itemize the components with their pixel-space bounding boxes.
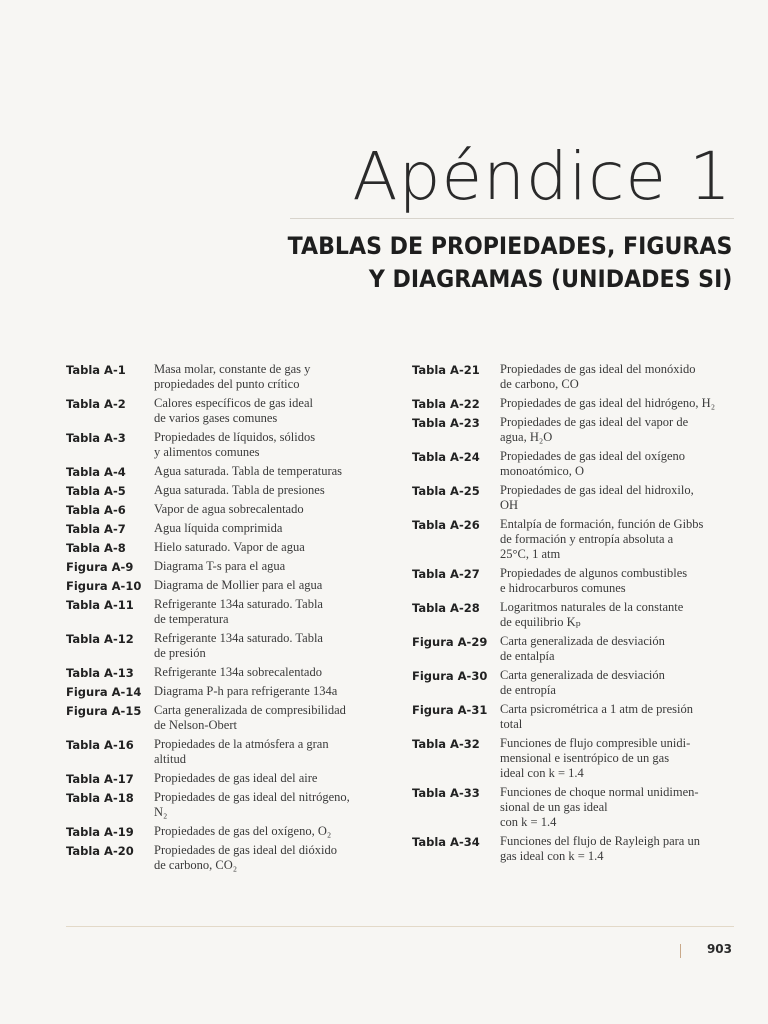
- entry-description-line: con k = 1.4: [500, 815, 557, 829]
- entry-description-line: Funciones de flujo compresible unidi-: [500, 736, 691, 750]
- entry-label: Figura A-10: [66, 579, 142, 593]
- contents-entry: [66, 684, 376, 699]
- entry-label: Tabla A-11: [66, 598, 134, 612]
- entry-description-line: Carta psicrométrica a 1 atm de presión: [500, 702, 693, 716]
- entry-description-line: 25°C, 1 atm: [500, 547, 561, 561]
- entry-label: Tabla A-17: [66, 772, 134, 786]
- entry-description: [500, 736, 737, 781]
- entry-description-line: altitud: [154, 752, 186, 766]
- entry-description: [154, 464, 376, 479]
- entry-description: [154, 843, 376, 873]
- contents-entry: [66, 362, 376, 392]
- entry-description: [500, 785, 737, 830]
- entry-label: Tabla A-1: [66, 363, 126, 377]
- entry-description: [154, 665, 376, 680]
- entry-description-line: Propiedades de la atmósfera a gran: [154, 737, 329, 751]
- contents-entry: [412, 702, 737, 732]
- entry-description-line: Agua saturada. Tabla de presiones: [154, 483, 325, 497]
- entry-description-line: sional de un gas ideal: [500, 800, 608, 814]
- entry-description-line: Hielo saturado. Vapor de agua: [154, 540, 305, 554]
- entry-description-line: gas ideal con k = 1.4: [500, 849, 604, 863]
- entry-description-line: Propiedades de gas ideal del vapor de: [500, 415, 689, 429]
- entry-label: Tabla A-18: [66, 791, 134, 805]
- entry-description-line: Funciones de choque normal unidimen-: [500, 785, 699, 799]
- entry-label: Tabla A-4: [66, 465, 126, 479]
- entry-description: [500, 517, 737, 562]
- entry-description-line: Refrigerante 134a saturado. Tabla: [154, 631, 323, 645]
- entry-description-line: Vapor de agua sobrecalentado: [154, 502, 304, 516]
- entry-label: Figura A-29: [412, 635, 488, 649]
- contents-entry: [412, 449, 737, 479]
- contents-entry: [412, 415, 737, 445]
- contents-entry: [66, 790, 376, 820]
- left-contents-column: [66, 362, 376, 877]
- entry-description-line: total: [500, 717, 523, 731]
- entry-description-line: Propiedades de gas ideal del dióxido: [154, 843, 337, 857]
- entry-description-line: y alimentos comunes: [154, 445, 260, 459]
- contents-entry: [412, 834, 737, 864]
- entry-description: [154, 540, 376, 555]
- entry-label: Figura A-9: [66, 560, 134, 574]
- entry-description-line: mensional e isentrópico de un gas: [500, 751, 670, 765]
- entry-description: [500, 702, 737, 732]
- contents-entry: [412, 736, 737, 781]
- subtitle-line-1: TABLAS DE PROPIEDADES, FIGURAS: [287, 232, 732, 260]
- entry-description-line: e hidrocarburos comunes: [500, 581, 626, 595]
- contents-entry: [66, 540, 376, 555]
- entry-label: Tabla A-3: [66, 431, 126, 445]
- entry-description-line: de varios gases comunes: [154, 411, 278, 425]
- entry-description-line: Agua saturada. Tabla de temperaturas: [154, 464, 343, 478]
- entry-description-line: Propiedades de líquidos, sólidos: [154, 430, 316, 444]
- entry-description-line: de carbono, CO: [500, 377, 579, 391]
- entry-description: [154, 684, 376, 699]
- contents-entry: [66, 597, 376, 627]
- contents-entry: [66, 430, 376, 460]
- entry-description-line: Refrigerante 134a sobrecalentado: [154, 665, 322, 679]
- entry-description: [500, 668, 737, 698]
- entry-description-line: Diagrama T-s para el agua: [154, 559, 286, 573]
- entry-description-line: Propiedades de gas del oxígeno, O₂: [154, 824, 332, 838]
- entry-label: Tabla A-22: [412, 397, 480, 411]
- entry-description: [154, 362, 376, 392]
- contents-entry: [66, 464, 376, 479]
- contents-entry: [412, 396, 737, 411]
- entry-description: [500, 415, 737, 445]
- contents-entry: [66, 578, 376, 593]
- entry-description-line: Propiedades de gas ideal del oxígeno: [500, 449, 686, 463]
- entry-description-line: Propiedades de gas ideal del hidroxilo,: [500, 483, 694, 497]
- entry-label: Tabla A-19: [66, 825, 134, 839]
- entry-label: Tabla A-24: [412, 450, 480, 464]
- entry-description: [154, 559, 376, 574]
- entry-description: [154, 521, 376, 536]
- contents-entry: [66, 559, 376, 574]
- entry-description: [154, 703, 376, 733]
- entry-description: [500, 362, 737, 392]
- entry-label: Tabla A-16: [66, 738, 134, 752]
- entry-label: Tabla A-5: [66, 484, 126, 498]
- entry-description-line: Diagrama P-h para refrigerante 134a: [154, 684, 338, 698]
- entry-label: Tabla A-2: [66, 397, 126, 411]
- right-contents-column: [412, 362, 737, 868]
- entry-description: [500, 396, 737, 411]
- entry-label: Tabla A-32: [412, 737, 480, 751]
- entry-label: Tabla A-21: [412, 363, 480, 377]
- entry-description: [154, 790, 376, 820]
- entry-label: Tabla A-12: [66, 632, 134, 646]
- contents-entry: [66, 737, 376, 767]
- entry-label: Figura A-15: [66, 704, 142, 718]
- entry-description-line: Refrigerante 134a saturado. Tabla: [154, 597, 323, 611]
- entry-description-line: Propiedades de algunos combustibles: [500, 566, 688, 580]
- entry-description: [154, 737, 376, 767]
- entry-description: [154, 578, 376, 593]
- contents-entry: [412, 785, 737, 830]
- contents-entry: [66, 843, 376, 873]
- entry-description-line: Masa molar, constante de gas y: [154, 362, 311, 376]
- entry-description-line: propiedades del punto crítico: [154, 377, 300, 391]
- entry-description-line: de entalpía: [500, 649, 555, 663]
- contents-entry: [412, 483, 737, 513]
- page-number: 903: [706, 942, 732, 956]
- entry-description-line: Propiedades de gas ideal del nitrógeno,: [154, 790, 350, 804]
- entry-description-line: agua, H₂O: [500, 430, 553, 444]
- entry-description: [500, 600, 737, 630]
- entry-description-line: Funciones del flujo de Rayleigh para un: [500, 834, 700, 848]
- entry-description-line: de Nelson-Obert: [154, 718, 237, 732]
- entry-description-line: Calores específicos de gas ideal: [154, 396, 313, 410]
- entry-description: [154, 771, 376, 786]
- contents-entry: [66, 703, 376, 733]
- contents-entry: [412, 668, 737, 698]
- contents-entry: [66, 483, 376, 498]
- footer-rule: [66, 926, 734, 927]
- entry-label: Tabla A-26: [412, 518, 480, 532]
- entry-description-line: ideal con k = 1.4: [500, 766, 584, 780]
- entry-label: Tabla A-7: [66, 522, 126, 536]
- entry-label: Tabla A-34: [412, 835, 480, 849]
- entry-description-line: de entropía: [500, 683, 556, 697]
- contents-entry: [412, 600, 737, 630]
- entry-description-line: monoatómico, O: [500, 464, 585, 478]
- entry-description: [500, 834, 737, 864]
- entry-description-line: Agua líquida comprimida: [154, 521, 283, 535]
- entry-label: Tabla A-13: [66, 666, 134, 680]
- entry-description: [154, 430, 376, 460]
- entry-description-line: de temperatura: [154, 612, 229, 626]
- entry-description-line: Logaritmos naturales de la constante: [500, 600, 684, 614]
- entry-description: [154, 483, 376, 498]
- entry-label: Figura A-14: [66, 685, 142, 699]
- contents-entry: [412, 362, 737, 392]
- entry-label: Tabla A-25: [412, 484, 480, 498]
- entry-label: Tabla A-28: [412, 601, 480, 615]
- entry-label: Figura A-30: [412, 669, 488, 683]
- entry-description-line: Diagrama de Mollier para el agua: [154, 578, 323, 592]
- entry-description: [500, 634, 737, 664]
- contents-entry: [66, 521, 376, 536]
- entry-label: Tabla A-6: [66, 503, 126, 517]
- contents-entry: [66, 824, 376, 839]
- page-number-separator: [680, 944, 681, 958]
- contents-entry: [66, 771, 376, 786]
- entry-description: [154, 824, 376, 839]
- chapter-title: Apéndice 1: [352, 138, 732, 215]
- entry-description-line: N₂: [154, 805, 168, 819]
- entry-description: [154, 396, 376, 426]
- entry-label: Tabla A-23: [412, 416, 480, 430]
- entry-description-line: de carbono, CO₂: [154, 858, 238, 872]
- chapter-subtitle: [287, 230, 732, 296]
- entry-description: [500, 566, 737, 596]
- contents-entry: [412, 566, 737, 596]
- contents-entry: [412, 634, 737, 664]
- subtitle-line-2: Y DIAGRAMAS (UNIDADES SI): [368, 265, 732, 293]
- contents-entry: [66, 631, 376, 661]
- entry-description-line: Carta generalizada de compresibilidad: [154, 703, 346, 717]
- contents-entry: [412, 517, 737, 562]
- entry-description-line: OH: [500, 498, 519, 512]
- entry-description-line: Propiedades de gas ideal del hidrógeno, H₂: [500, 396, 716, 410]
- entry-description: [500, 449, 737, 479]
- entry-description-line: de presión: [154, 646, 206, 660]
- entry-description: [154, 631, 376, 661]
- entry-description: [154, 502, 376, 517]
- entry-description-line: de equilibrio Kₚ: [500, 615, 581, 629]
- entry-label: Tabla A-33: [412, 786, 480, 800]
- entry-description-line: Entalpía de formación, función de Gibbs: [500, 517, 704, 531]
- entry-label: Tabla A-27: [412, 567, 480, 581]
- entry-description-line: Propiedades de gas ideal del monóxido: [500, 362, 696, 376]
- title-rule: [290, 218, 734, 219]
- entry-description-line: Carta generalizada de desviación: [500, 634, 665, 648]
- entry-label: Tabla A-20: [66, 844, 134, 858]
- entry-description-line: Propiedades de gas ideal del aire: [154, 771, 318, 785]
- entry-description-line: Carta generalizada de desviación: [500, 668, 665, 682]
- entry-label: Tabla A-8: [66, 541, 126, 555]
- contents-entry: [66, 396, 376, 426]
- entry-description-line: de formación y entropía absoluta a: [500, 532, 674, 546]
- entry-description: [154, 597, 376, 627]
- contents-entry: [66, 502, 376, 517]
- entry-label: Figura A-31: [412, 703, 488, 717]
- entry-description: [500, 483, 737, 513]
- contents-entry: [66, 665, 376, 680]
